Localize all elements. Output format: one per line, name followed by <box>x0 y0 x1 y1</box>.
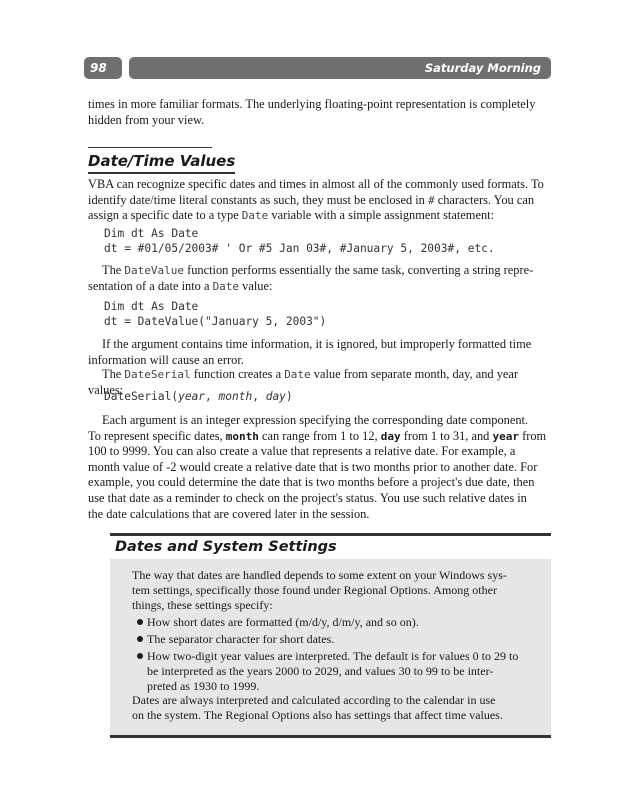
code-arg-month: month <box>218 390 253 403</box>
inline-code-date: Date <box>284 368 311 381</box>
inline-code-hash: # <box>427 193 435 207</box>
code-line: Dim dt As Date <box>104 227 199 240</box>
sidebar-bullet-item <box>137 632 532 647</box>
sidebar-intro <box>132 568 532 614</box>
running-title: Saturday Morning <box>129 57 551 79</box>
code-sep: , <box>252 390 266 403</box>
para5-line: month value of -2 would create a relative date that is two months prior to another date. For <box>88 459 538 474</box>
inline-code-date: Date <box>241 209 269 223</box>
para5-line-2c: from 1 to 31, and <box>400 428 493 443</box>
paragraph-datevalue <box>88 263 550 294</box>
para5-line: example, you could determine the date that is two months before a project's due date, then <box>88 475 535 490</box>
para1-line-1: VBA can recognize specific dates and times in almost all of the commonly used formats. To <box>88 177 544 191</box>
para5-line-2b: can range from 1 to 12, <box>258 428 381 443</box>
page-number: 98 <box>84 57 122 79</box>
code-block-dateserial <box>104 390 293 405</box>
sidebar-top-rule <box>110 533 551 536</box>
bullet-text: The separator character for short dates. <box>147 632 335 646</box>
para3-line-2: information will cause an error. <box>88 352 244 367</box>
bullet-text: preted as 1930 to 1999. <box>147 679 260 694</box>
sidebar-outro-line: Dates are always interpreted and calculated according to the calendar in use <box>132 693 496 707</box>
inline-code-date: Date <box>212 279 240 293</box>
section-top-rule <box>88 147 212 148</box>
para5-line: use that date as a reminder to check on the project's status. You use such relative dates in <box>88 490 527 505</box>
intro-line-1: times in more familiar formats. The underlying floating-point representation is completely <box>88 97 536 111</box>
code-line: dt = #01/05/2003# ' Or #5 Jan 03#, #January 5, 2003#, etc. <box>104 241 495 255</box>
bullet-icon <box>137 636 143 642</box>
code-line: dt = DateValue("January 5, 2003") <box>104 314 327 328</box>
para1-line-2a: identify date/time literal constants as such, they must be enclosed in <box>88 192 428 207</box>
para5-line-1: Each argument is an integer expression specifying the corresponding date component. <box>102 413 529 427</box>
section-title: Date/Time Values <box>88 151 235 174</box>
bullet-text: How two-digit year values are interpreted. The default is for values 0 to 29 to <box>147 649 519 663</box>
inline-code-day: day <box>380 429 401 443</box>
sidebar-bullet-item <box>137 615 532 630</box>
inline-code-month: month <box>225 429 259 443</box>
sidebar-bullet-item <box>137 649 532 695</box>
para4-b: function creates a <box>190 367 285 381</box>
sidebar-outro <box>132 693 532 723</box>
para5-line: 100 to 9999. You can also create a value that represents a relative date. For example, a <box>88 444 516 459</box>
para4-a: The <box>102 367 125 381</box>
bullet-icon <box>137 619 143 625</box>
code-line: Dim dt As Date <box>104 300 199 313</box>
code-arg-year: year <box>178 390 206 403</box>
paragraph-date-literals <box>88 177 550 224</box>
code-sep: , <box>205 390 219 403</box>
bullet-text: How short dates are formatted (m/d/y, d/m/y, and so on). <box>147 615 419 629</box>
inline-code-year: year <box>492 429 519 443</box>
para1-line-3a: assign a specific date to a type <box>88 208 242 223</box>
sidebar-intro-line: tem settings, specifically those found under Regional Options. Among other <box>132 583 497 598</box>
sidebar-title: Dates and System Settings <box>115 539 337 555</box>
para2-line-1b: function performs essentially the same task, converting a string repre- <box>183 263 534 277</box>
sidebar-outro-line: on the system. The Regional Options also has settings that affect time values. <box>132 708 503 723</box>
para1-line-2b: characters. You can <box>434 192 535 207</box>
para4-c: value from separate month, day, and year values: <box>88 367 519 397</box>
paragraph-time-info <box>88 337 550 368</box>
code-fn: DateSerial( <box>104 390 179 403</box>
sidebar-intro-line: The way that dates are handled depends to some extent on your Windows sys- <box>132 568 507 582</box>
code-close: ) <box>285 390 293 403</box>
code-block-date-literal <box>104 227 495 256</box>
para2-line-2b: value: <box>239 278 273 293</box>
intro-line-2: hidden from your view. <box>88 112 205 127</box>
paragraph-arguments <box>88 413 550 522</box>
code-block-datevalue <box>104 300 326 329</box>
para2-line-1a: The <box>102 263 125 277</box>
para5-line: the date calculations that are covered later in the session. <box>88 506 370 521</box>
sidebar-intro-line: things, these settings specify: <box>132 598 273 613</box>
para3-line-1: If the argument contains time information, it is ignored, but improperly formatted time <box>102 337 532 351</box>
bullet-icon <box>137 653 143 659</box>
inline-code-dateserial: DateSerial <box>124 368 191 381</box>
para2-line-2a: sentation of a date into a <box>88 278 213 293</box>
intro-paragraph <box>88 97 550 128</box>
inline-code-datevalue: DateValue <box>124 264 184 277</box>
para1-line-3b: variable with a simple assignment statement: <box>268 208 495 223</box>
bullet-text: be interpreted as the years 2000 to 2029, and values 30 to 99 to be inter- <box>147 664 494 679</box>
code-arg-day: day <box>265 390 286 403</box>
para5-line-2d: from <box>518 428 547 443</box>
para5-line-2a: To represent specific dates, <box>88 428 226 443</box>
